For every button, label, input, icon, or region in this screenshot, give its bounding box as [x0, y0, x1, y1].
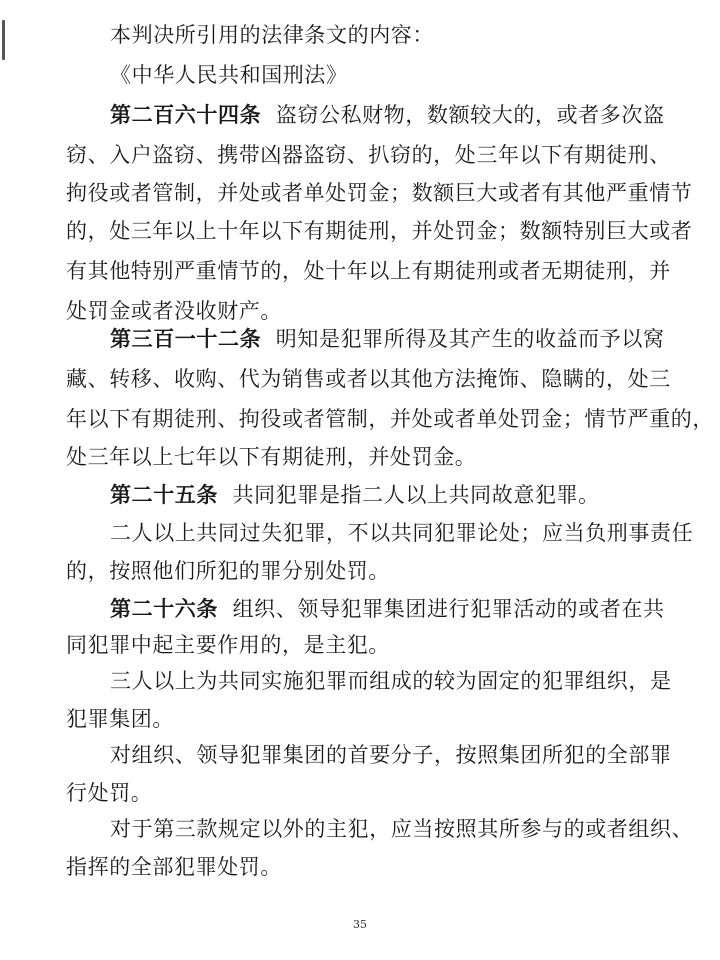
- article-26-para-4-line-2: 指挥的全部犯罪处罚。: [66, 855, 282, 879]
- article-312-number: 第三百一十二条: [110, 326, 262, 351]
- article-264-line-1: [110, 100, 665, 130]
- law-title: 《中华人民共和国刑法》: [110, 63, 348, 87]
- article-312-line-3: 年以下有期徒刑、拘役或者管制，并处或者单处罚金；情节严重的，: [66, 407, 714, 431]
- article-264-line-4: 的，处三年以上十年以下有期徒刑，并处罚金；数额特别巨大或者: [66, 219, 693, 243]
- article-264-line-2: 窃、入户盗窃、携带凶器盗窃、扒窃的，处三年以下有期徒刑、: [66, 143, 671, 167]
- article-25-para-2-line-2: 的，按照他们所犯的罪分别处罚。: [66, 559, 390, 583]
- article-26-text: 组织、领导犯罪集团进行犯罪活动的或者在共: [232, 597, 665, 621]
- article-26-line-1: [110, 594, 665, 624]
- article-26-para-3-line-2: 行处罚。: [66, 781, 153, 805]
- article-312-line-4: 处三年以上七年以下有期徒刑，并处罚金。: [66, 445, 477, 469]
- article-26-number: 第二十六条: [110, 596, 218, 621]
- article-25-number: 第二十五条: [110, 482, 218, 507]
- article-26-line-2: 同犯罪中起主要作用的，是主犯。: [66, 633, 390, 657]
- page-number: 35: [353, 918, 367, 931]
- article-26-para-2-line-1: 三人以上为共同实施犯罪而组成的较为固定的犯罪组织，是: [110, 669, 672, 693]
- article-25-text: 共同犯罪是指二人以上共同故意犯罪。: [232, 483, 600, 507]
- article-26-para-3-line-1: 对组织、领导犯罪集团的首要分子，按照集团所犯的全部罪: [110, 743, 672, 767]
- article-264-number: 第二百六十四条: [110, 102, 262, 127]
- article-25-para-2-line-1: 二人以上共同过失犯罪，不以共同犯罪论处；应当负刑事责任: [110, 521, 694, 545]
- article-26-para-2-line-2: 犯罪集团。: [66, 707, 174, 731]
- judgment-citation-heading: 本判决所引用的法律条文的内容：: [110, 23, 434, 47]
- scan-margin-mark: [2, 20, 5, 60]
- article-25-line-1: [110, 480, 600, 510]
- article-264-line-6: 处罚金或者没收财产。: [66, 299, 282, 323]
- article-26-para-4-line-1: 对于第三款规定以外的主犯，应当按照其所参与的或者组织、: [110, 817, 694, 841]
- article-312-line-1: [110, 324, 665, 354]
- article-312-text: 明知是犯罪所得及其产生的收益而予以窝: [275, 327, 665, 351]
- article-264-text: 盗窃公私财物，数额较大的，或者多次盗: [275, 103, 665, 127]
- article-264-line-5: 有其他特别严重情节的，处十年以上有期徒刑或者无期徒刑，并: [66, 259, 671, 283]
- article-312-line-2: 藏、转移、收购、代为销售或者以其他方法掩饰、隐瞒的，处三: [66, 367, 671, 391]
- article-264-line-3: 拘役或者管制，并处或者单处罚金；数额巨大或者有其他严重情节: [66, 181, 693, 205]
